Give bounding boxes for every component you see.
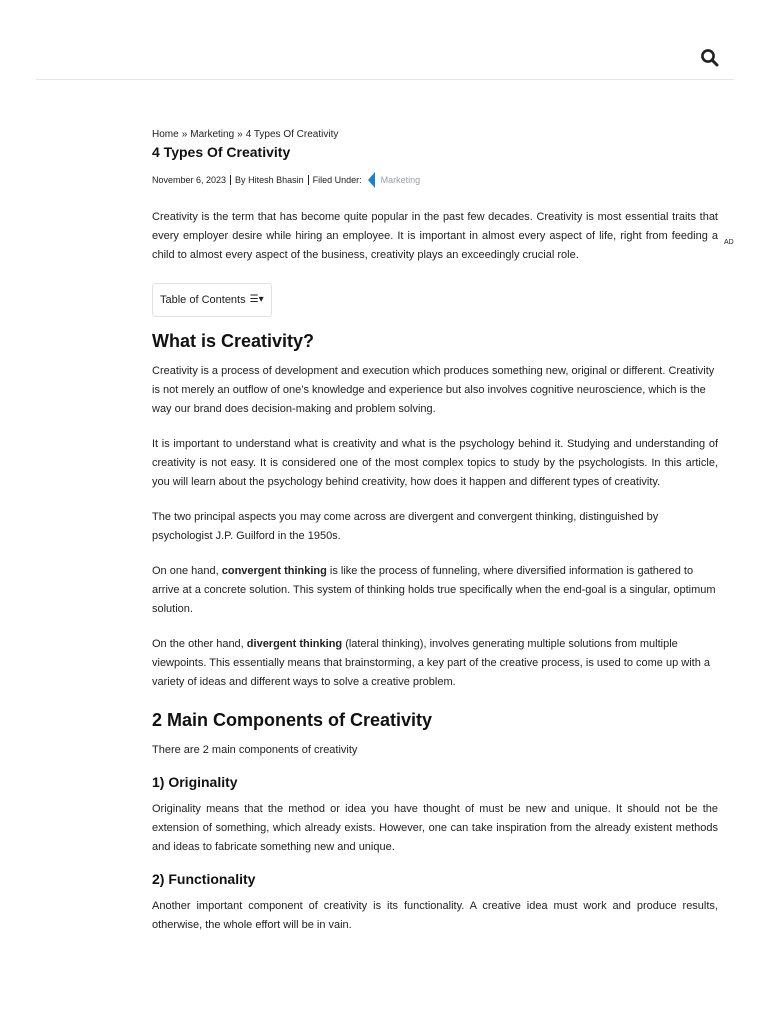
ad-label: AD bbox=[724, 239, 734, 246]
heading-originality: 1) Originality bbox=[152, 774, 238, 790]
author-link[interactable]: Hitesh Bhasin bbox=[248, 175, 304, 185]
paragraph: Another important component of creativity is its functionality. A creative idea must work and produce results, otherwise, the whole effort will be in vain. bbox=[152, 900, 718, 931]
divergent-paragraph bbox=[152, 635, 718, 692]
breadcrumb-current: 4 Types Of Creativity bbox=[245, 129, 339, 140]
paragraph: There are 2 main components of creativity bbox=[152, 744, 358, 756]
breadcrumb-separator: » bbox=[181, 129, 188, 140]
site-header bbox=[36, 0, 734, 80]
text: On the other hand, bbox=[152, 638, 247, 650]
convergent-paragraph bbox=[152, 562, 718, 619]
text: On one hand, bbox=[152, 565, 222, 577]
paragraph: It is important to understand what is creativity and what is the psychology behind it. Studying and understanding of creativity is not easy. It is considered one of the most complex topics to study by the psychologists. In this article, you will learn about the psychology behind creativity, how does it happen and different types of creativity. bbox=[152, 438, 718, 488]
text: is like the process of funneling, where diversified information is gathered to arrive at a concrete solution. This system of thinking holds true specifically when the end-goal is a singular, optimum solution. bbox=[152, 565, 716, 615]
meta-divider bbox=[308, 175, 309, 185]
meta-divider bbox=[230, 175, 231, 185]
category-triangle-icon bbox=[368, 172, 375, 188]
convergent-term: convergent thinking bbox=[221, 565, 327, 577]
breadcrumb-separator: » bbox=[237, 129, 243, 140]
list-icon: ☰▾ bbox=[249, 294, 264, 305]
paragraph: The two principal aspects you may come across are divergent and convergent thinking, distinguished by psychologist J.P. Guilford in the 1950s. bbox=[152, 511, 659, 542]
intro-paragraph: Creativity is the term that has become quite popular in the past few decades. Creativity is most essential traits that every employer desire while hiring an employee. It is important in almost every aspect of life, right from feeding a child to almost every aspect of the business, creativity plays an exceedingly crucial role. bbox=[152, 211, 718, 261]
breadcrumb-marketing[interactable]: Marketing bbox=[190, 129, 235, 140]
filed-under-label: Filed Under: bbox=[312, 175, 362, 185]
breadcrumb bbox=[152, 129, 718, 140]
divergent-term: divergent thinking bbox=[246, 638, 343, 650]
heading-components: 2 Main Components of Creativity bbox=[152, 710, 433, 730]
toc-label: Table of Contents bbox=[160, 294, 246, 306]
paragraph: Originality means that the method or idea you have thought of must be new and unique. It should not be the extension of something, which already exists. However, one can take inspiration from the already existent methods and ideas to fabricate something new and unique. bbox=[152, 803, 718, 853]
heading-what-is-creativity: What is Creativity? bbox=[152, 331, 315, 351]
category-link[interactable]: Marketing bbox=[380, 175, 421, 185]
breadcrumb-home[interactable]: Home bbox=[152, 129, 179, 140]
table-of-contents-toggle[interactable] bbox=[152, 283, 272, 317]
heading-functionality: 2) Functionality bbox=[152, 871, 256, 887]
author-prefix: By bbox=[235, 175, 246, 185]
page-title: 4 Types Of Creativity bbox=[152, 144, 291, 160]
article bbox=[152, 125, 718, 935]
paragraph: Creativity is a process of development and execution which produces something new, original or different. Creativity is not merely an outflow of one’s knowledge and experience but also involves cognitive neuroscience, which is the way our brand does decision-making and problem solving. bbox=[152, 365, 715, 415]
text: (lateral thinking), involves generating multiple solutions from multiple viewpoints. This essentially means that brainstorming, a key part of the creative process, is used to come up with a variety of ideas and different ways to solve a creative problem. bbox=[152, 638, 711, 688]
search-icon bbox=[700, 48, 720, 68]
post-date: November 6, 2023 bbox=[152, 175, 227, 185]
search-button[interactable] bbox=[700, 48, 720, 68]
post-meta bbox=[152, 174, 718, 186]
